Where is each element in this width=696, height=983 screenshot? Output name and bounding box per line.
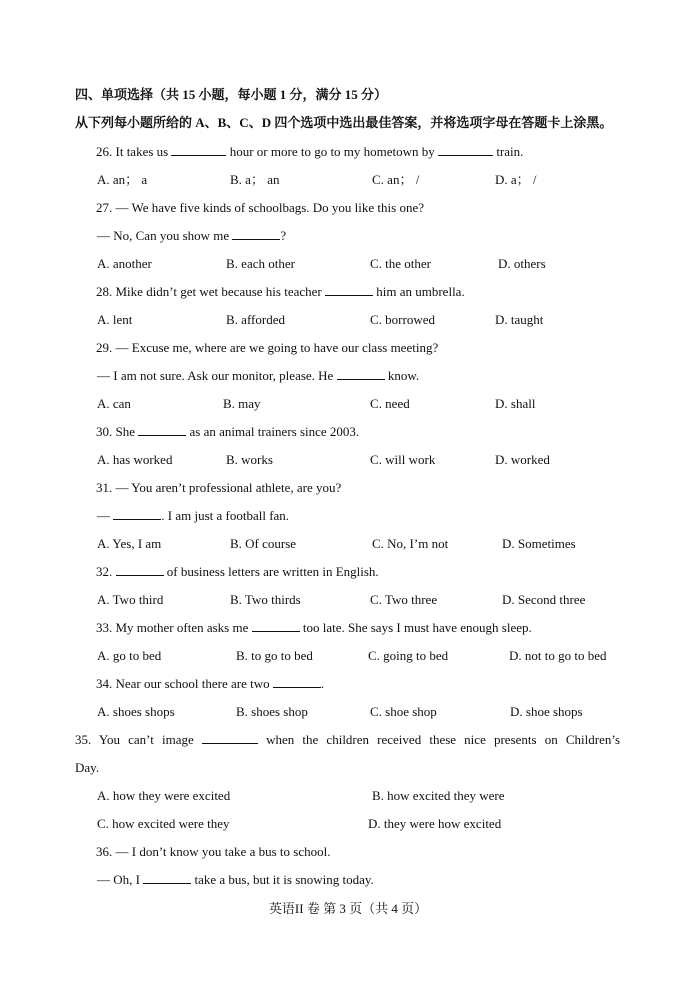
question-32-stem: 32. of business letters are written in English. (96, 564, 379, 579)
option-c[interactable]: C. how excited were they (97, 816, 230, 831)
answer-blank (232, 227, 280, 240)
question-30-stem: 30. She as an animal trainers since 2003. (96, 424, 360, 439)
option-c[interactable]: C. an； / (372, 172, 420, 187)
option-c[interactable]: C. shoe shop (370, 704, 437, 719)
question-33-stem: 33. My mother often asks me too late. She says I must have enough sleep. (96, 620, 532, 635)
option-b[interactable]: B. each other (226, 256, 295, 271)
answer-blank (171, 143, 226, 156)
section-title: 四、单项选择（共 15 小题，每小题 1 分，满分 15 分） (75, 87, 388, 102)
option-b[interactable]: B. how excited they were (372, 788, 505, 803)
option-b[interactable]: B. afforded (226, 312, 285, 327)
option-a[interactable]: A. go to bed (97, 648, 162, 663)
question-26-stem: 26. It takes us hour or more to go to my hometown by train. (96, 144, 524, 159)
option-d[interactable]: D. Sometimes (502, 536, 576, 551)
option-d[interactable]: D. shall (495, 396, 536, 411)
option-d[interactable]: D. not to go to bed (509, 648, 607, 663)
option-a[interactable]: A. can (97, 396, 131, 411)
section-instruction: 从下列每小题所给的 A、B、C、D 四个选项中选出最佳答案，并将选项字母在答题卡上涂黑。 (75, 115, 613, 130)
question-27-stem: 27. — We have five kinds of schoolbags. Do you like this one? (96, 200, 424, 215)
question-29-reply: — I am not sure. Ask our monitor, please. He know. (97, 368, 420, 383)
option-a[interactable]: A. an； a (97, 172, 148, 187)
question-28-stem: 28. Mike didn’t get wet because his teacher him an umbrella. (96, 284, 465, 299)
option-d[interactable]: D. shoe shops (510, 704, 583, 719)
option-b[interactable]: B. Of course (230, 536, 297, 551)
option-c[interactable]: C. No, I’m not (372, 536, 449, 551)
option-d[interactable]: D. others (498, 256, 546, 271)
answer-blank (202, 731, 258, 744)
answer-blank (113, 507, 161, 520)
question-36-reply: — Oh, I take a bus, but it is snowing today. (97, 872, 374, 887)
option-c[interactable]: C. the other (370, 256, 432, 271)
answer-blank (138, 423, 186, 436)
option-b[interactable]: B. a； an (230, 172, 280, 187)
option-b[interactable]: B. to go to bed (236, 648, 313, 663)
option-b[interactable]: B. shoes shop (236, 704, 308, 719)
option-d[interactable]: D. worked (495, 452, 550, 467)
question-31-reply: — . I am just a football fan. (97, 508, 290, 523)
page-footer: 英语II 卷 第 3 页（共 4 页） (268, 901, 428, 916)
option-d[interactable]: D. a； / (495, 172, 537, 187)
question-34-stem: 34. Near our school there are two . (96, 676, 325, 691)
option-b[interactable]: B. works (226, 452, 273, 467)
answer-blank (116, 563, 164, 576)
option-b[interactable]: B. may (223, 396, 261, 411)
option-d[interactable]: D. taught (495, 312, 544, 327)
answer-blank (337, 367, 385, 380)
question-27-reply: — No, Can you show me ? (97, 228, 287, 243)
option-a[interactable]: A. shoes shops (97, 704, 175, 719)
option-c[interactable]: C. Two three (370, 592, 438, 607)
option-c[interactable]: C. going to bed (368, 648, 449, 663)
option-a[interactable]: A. another (97, 256, 152, 271)
option-d[interactable]: D. they were how excited (368, 816, 502, 831)
option-c[interactable]: C. will work (370, 452, 436, 467)
option-a[interactable]: A. has worked (97, 452, 173, 467)
question-36-stem: 36. — I don’t know you take a bus to school. (96, 844, 331, 859)
answer-blank (143, 871, 191, 884)
question-29-stem: 29. — Excuse me, where are we going to have our class meeting? (96, 340, 439, 355)
question-31-stem: 31. — You aren’t professional athlete, are you? (96, 480, 342, 495)
option-a[interactable]: A. Two third (97, 592, 164, 607)
answer-blank (438, 143, 493, 156)
question-35-stem: 35. You can’t image when the children received these nice presents on Children’s (75, 732, 621, 747)
option-c[interactable]: C. need (370, 396, 410, 411)
option-d[interactable]: D. Second three (502, 592, 586, 607)
answer-blank (325, 283, 373, 296)
option-a[interactable]: A. lent (97, 312, 133, 327)
option-a[interactable]: A. Yes, I am (97, 536, 162, 551)
answer-blank (273, 675, 321, 688)
option-b[interactable]: B. Two thirds (230, 592, 301, 607)
option-c[interactable]: C. borrowed (370, 312, 435, 327)
answer-blank (252, 619, 300, 632)
question-35-stem-continued: Day. (75, 760, 100, 775)
option-a[interactable]: A. how they were excited (97, 788, 231, 803)
